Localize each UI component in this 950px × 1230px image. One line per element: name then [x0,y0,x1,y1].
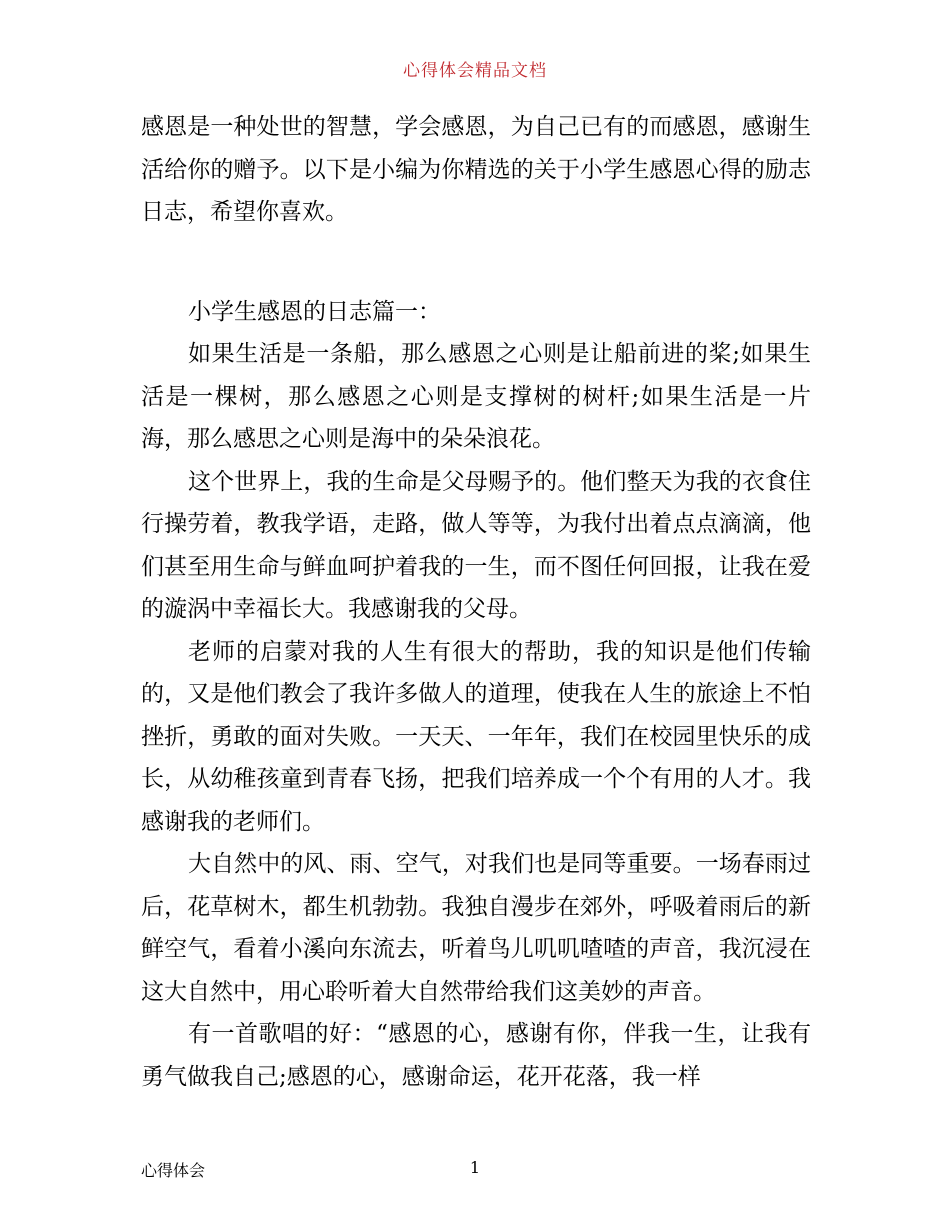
document-header-title: 心得体会精品文档 [403,61,547,81]
body-paragraph: 这个世界上，我的生命是父母赐予的。他们整天为我的衣食住行操劳着，教我学语，走路，做人等等，为我付出着点点滴滴，他们甚至用生命与鲜血呵护着我的一生，而不图任何回报，让我在爱的漩涡中幸福长大。我感谢我的父母。 [141,468,811,622]
paragraph-spacer [141,234,811,291]
body-paragraph: 老师的启蒙对我的人生有很大的帮助，我的知识是他们传输的，又是他们教会了我许多做人的道理，使我在人生的旅途上不怕挫折，勇敢的面对失败。一天天、一年年，我们在校园里快乐的成长，从幼稚孩童到青春飞扬，把我们培养成一个个有用的人才。我感谢我的老师们。 [141,638,811,835]
intro-paragraph: 感恩是一种处世的智慧，学会感恩，为自己已有的而感恩，感谢生活给你的赠予。以下是小编为你精选的关于小学生感恩心得的励志日志，希望你喜欢。 [141,114,811,225]
body-paragraph: 有一首歌唱的好：“感恩的心，感谢有你，伴我一生，让我有勇气做我自己;感恩的心，感谢命运，花开花落，我一样 [141,1021,811,1090]
section-heading: 小学生感恩的日志篇一： [188,298,441,325]
page-number: 1 [469,1158,481,1177]
footer-label: 心得体会 [141,1161,206,1180]
body-paragraph: 如果生活是一条船，那么感恩之心则是让船前进的桨;如果生活是一棵树，那么感恩之心则是支撑树的树杆;如果生活是一片海，那么感思之心则是海中的朵朵浪花。 [141,341,811,452]
body-paragraph: 大自然中的风、雨、空气，对我们也是同等重要。一场春雨过后，花草树木，都生机勃勃。我独自漫步在郊外，呼吸着雨后的新鲜空气，看着小溪向东流去，听着鸟儿叽叽喳喳的声音，我沉浸在这大自然中，用心聆听着大自然带给我们这美妙的声音。 [141,851,811,1005]
document-body [141,106,811,1098]
